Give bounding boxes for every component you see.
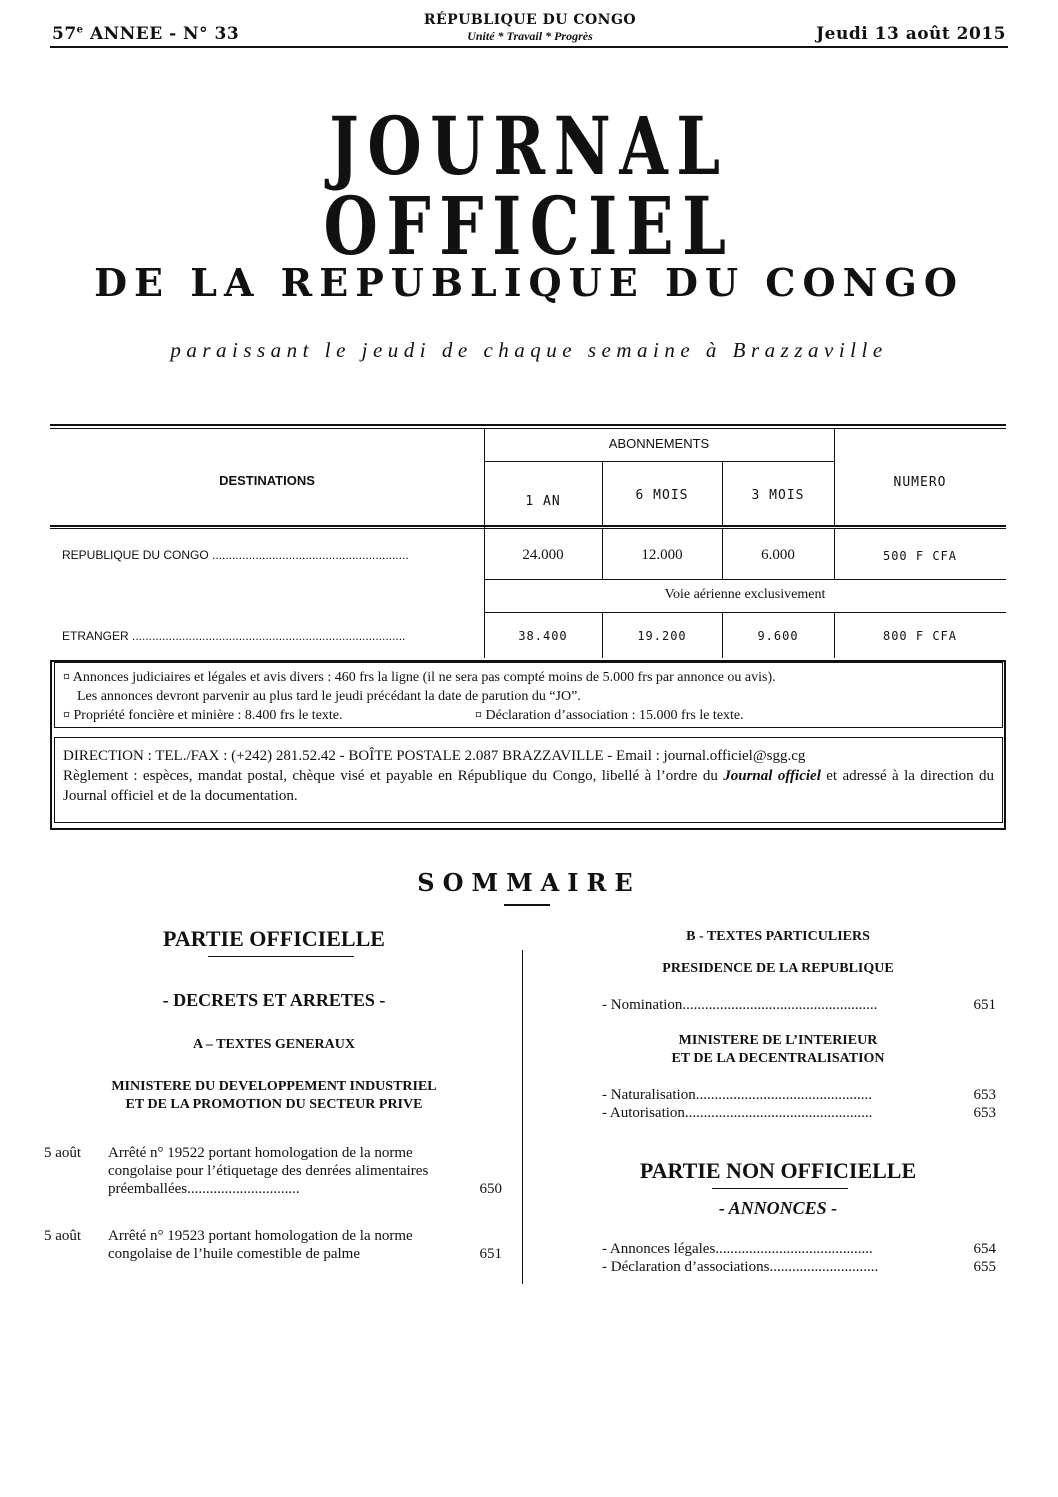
textes-generaux-heading: A – TEXTES GENERAUX	[193, 1037, 355, 1052]
toc-entry-page: 651	[479, 1246, 502, 1262]
toc-nomination[interactable]	[602, 996, 996, 1014]
toc-naturalisation[interactable]	[602, 1086, 996, 1104]
toc-annonces-legales-text: - Annonces légales..........................................	[602, 1241, 873, 1257]
row-etranger-3mois: 9.600	[757, 629, 799, 643]
row-etranger-label: ETRANGER ..................................................................................	[62, 629, 406, 643]
ministere-interieur-l1: MINISTERE DE L’INTERIEUR	[678, 1033, 878, 1048]
issue-date: Jeudi 13 août 2015	[816, 24, 1006, 44]
toc-entry-19522[interactable]	[44, 1144, 502, 1200]
toc-entry-text: Arrêté n° 19523 portant homologation de la norme congolaise de l’huile comestible de palme	[108, 1228, 413, 1262]
row-etranger-6mois: 19.200	[637, 629, 687, 643]
issue-number-value: 57	[52, 24, 77, 44]
toc-entry-text: Arrêté n° 19522 portant homologation de la norme congolaise pour l’étiquetage des denrées alimentaires préemballées..............................	[108, 1145, 429, 1197]
masthead-subtitle: DE LA REPUBLIQUE DU CONGO	[94, 260, 964, 305]
presidence-heading: PRESIDENCE DE LA REPUBLIQUE	[662, 961, 894, 976]
toc-entry-page: 650	[479, 1181, 502, 1197]
annonces-line2: Les annonces devront parvenir au plus tard le jeudi précédant la date de parution du “JO”.	[77, 689, 581, 704]
toc-annonces-legales-page: 654	[968, 1240, 997, 1258]
voie-aerienne: Voie aérienne exclusivement	[664, 587, 826, 602]
voie-rule	[484, 612, 1006, 613]
toc-autorisation-text: - Autorisation..................................................	[602, 1105, 873, 1121]
row1-rule	[484, 579, 1006, 580]
header-bottom-rule-2	[50, 528, 1006, 529]
reglement-pre: Règlement : espèces, mandat postal, chèque visé et payable en République du Congo, libellé à l’ordre du	[63, 768, 724, 784]
header-republic: RÉPUBLIQUE DU CONGO	[423, 12, 637, 28]
toc-entry-19523[interactable]	[44, 1227, 502, 1265]
partie-officielle-underline	[208, 956, 354, 957]
row-congo-label: REPUBLIQUE DU CONGO ...........................................................	[62, 548, 409, 562]
annonces-notice	[54, 662, 1003, 728]
col-numero-header: NUMERO	[893, 475, 947, 490]
tariff-table	[50, 424, 1006, 829]
textes-particuliers-heading: B - TEXTES PARTICULIERS	[686, 929, 870, 944]
toc-declaration-text: - Déclaration d’associations.............................	[602, 1259, 879, 1275]
row-congo-3mois: 6.000	[761, 547, 795, 563]
issue-number-sup: e	[76, 24, 84, 36]
table-top-rule	[50, 424, 1006, 426]
masthead-tagline: paraissant le jeudi de chaque semaine à Brazzaville	[170, 338, 888, 362]
destinations-header: DESTINATIONS	[219, 473, 315, 488]
annonces-line1: ¤ Annonces judiciaires et légales et avis divers : 460 frs la ligne (il ne sera pas compté moins de 5.000 frs par annonce ou avis).	[63, 670, 776, 685]
row-etranger-numero: 800 F CFA	[882, 629, 958, 643]
row-congo-numero: 500 F CFA	[882, 549, 958, 563]
row-etranger-1an: 38.400	[518, 629, 568, 643]
abonnements-rule	[484, 461, 834, 462]
sommaire-rule	[504, 904, 550, 906]
ministere-interieur-heading	[560, 1032, 996, 1068]
col-3mois-header: 3 MOIS	[751, 488, 805, 503]
reglement-journal: Journal officiel	[723, 768, 821, 784]
ministere-industrie-l2: ET DE LA PROMOTION DU SECTEUR PRIVE	[125, 1097, 423, 1112]
column-divider	[522, 950, 523, 1284]
col-6mois-header: 6 MOIS	[635, 488, 689, 503]
header-bottom-rule	[50, 525, 1006, 527]
toc-annonces-legales[interactable]	[602, 1240, 996, 1258]
toc-declaration-page: 655	[968, 1258, 997, 1276]
sommaire-title: SOMMAIRE	[417, 868, 641, 897]
toc-entry-date: 5 août	[44, 1145, 82, 1161]
partie-non-officielle-heading: PARTIE NON OFFICIELLE	[639, 1158, 917, 1183]
toc-naturalisation-page: 653	[968, 1086, 997, 1104]
ministere-industrie-heading	[48, 1078, 500, 1114]
header-rule	[50, 46, 1008, 48]
reglement-post: et adressé à la direction du Journal officiel et de la documentation.	[63, 768, 994, 804]
header-republic-block	[380, 12, 680, 44]
partie-officielle-heading: PARTIE OFFICIELLE	[163, 926, 385, 951]
col-1an-header: 1 AN	[525, 494, 561, 509]
header-motto: Unité * Travail * Progrès	[467, 29, 593, 43]
issue-number	[52, 24, 239, 44]
direction-contact: DIRECTION : TEL./FAX : (+242) 281.52.42 - BOÎTE POSTALE 2.087 BRAZZAVILLE - Email : journal.officiel@sgg.cg	[63, 748, 806, 764]
row-congo-6mois: 12.000	[641, 547, 683, 563]
masthead-title: JOURNAL OFFICIEL	[323, 99, 735, 273]
toc-autorisation-page: 653	[968, 1104, 997, 1122]
tarif-line	[63, 706, 994, 725]
toc-naturalisation-text: - Naturalisation...............................................	[602, 1087, 872, 1103]
toc-nomination-text: - Nomination....................................................	[602, 997, 878, 1013]
table-top-rule-2	[50, 428, 1006, 429]
toc-entry-date: 5 août	[44, 1228, 82, 1244]
row-congo-1an: 24.000	[522, 547, 564, 563]
propriete-notice: ¤ Propriété foncière et minière : 8.400 frs le texte.	[63, 708, 343, 723]
toc-autorisation[interactable]	[602, 1104, 996, 1122]
association-notice: ¤ Déclaration d’association : 15.000 frs le texte.	[475, 708, 744, 723]
direction-notice	[54, 737, 1003, 823]
ministere-industrie-l1: MINISTERE DU DEVELOPPEMENT INDUSTRIEL	[111, 1079, 437, 1094]
ministere-interieur-l2: ET DE LA DECENTRALISATION	[671, 1051, 885, 1066]
abonnements-header: ABONNEMENTS	[608, 436, 710, 451]
toc-nomination-page: 651	[968, 996, 997, 1014]
reglement-text	[63, 766, 994, 806]
annonces-heading: - ANNONCES -	[718, 1198, 838, 1218]
partie-non-officielle-underline	[712, 1188, 848, 1189]
decrets-heading: - DECRETS ET ARRETES -	[162, 990, 386, 1010]
toc-declaration-associations[interactable]	[602, 1258, 996, 1276]
issue-number-rest: ANNEE - N° 33	[83, 24, 240, 44]
col-rule-1	[484, 428, 485, 658]
